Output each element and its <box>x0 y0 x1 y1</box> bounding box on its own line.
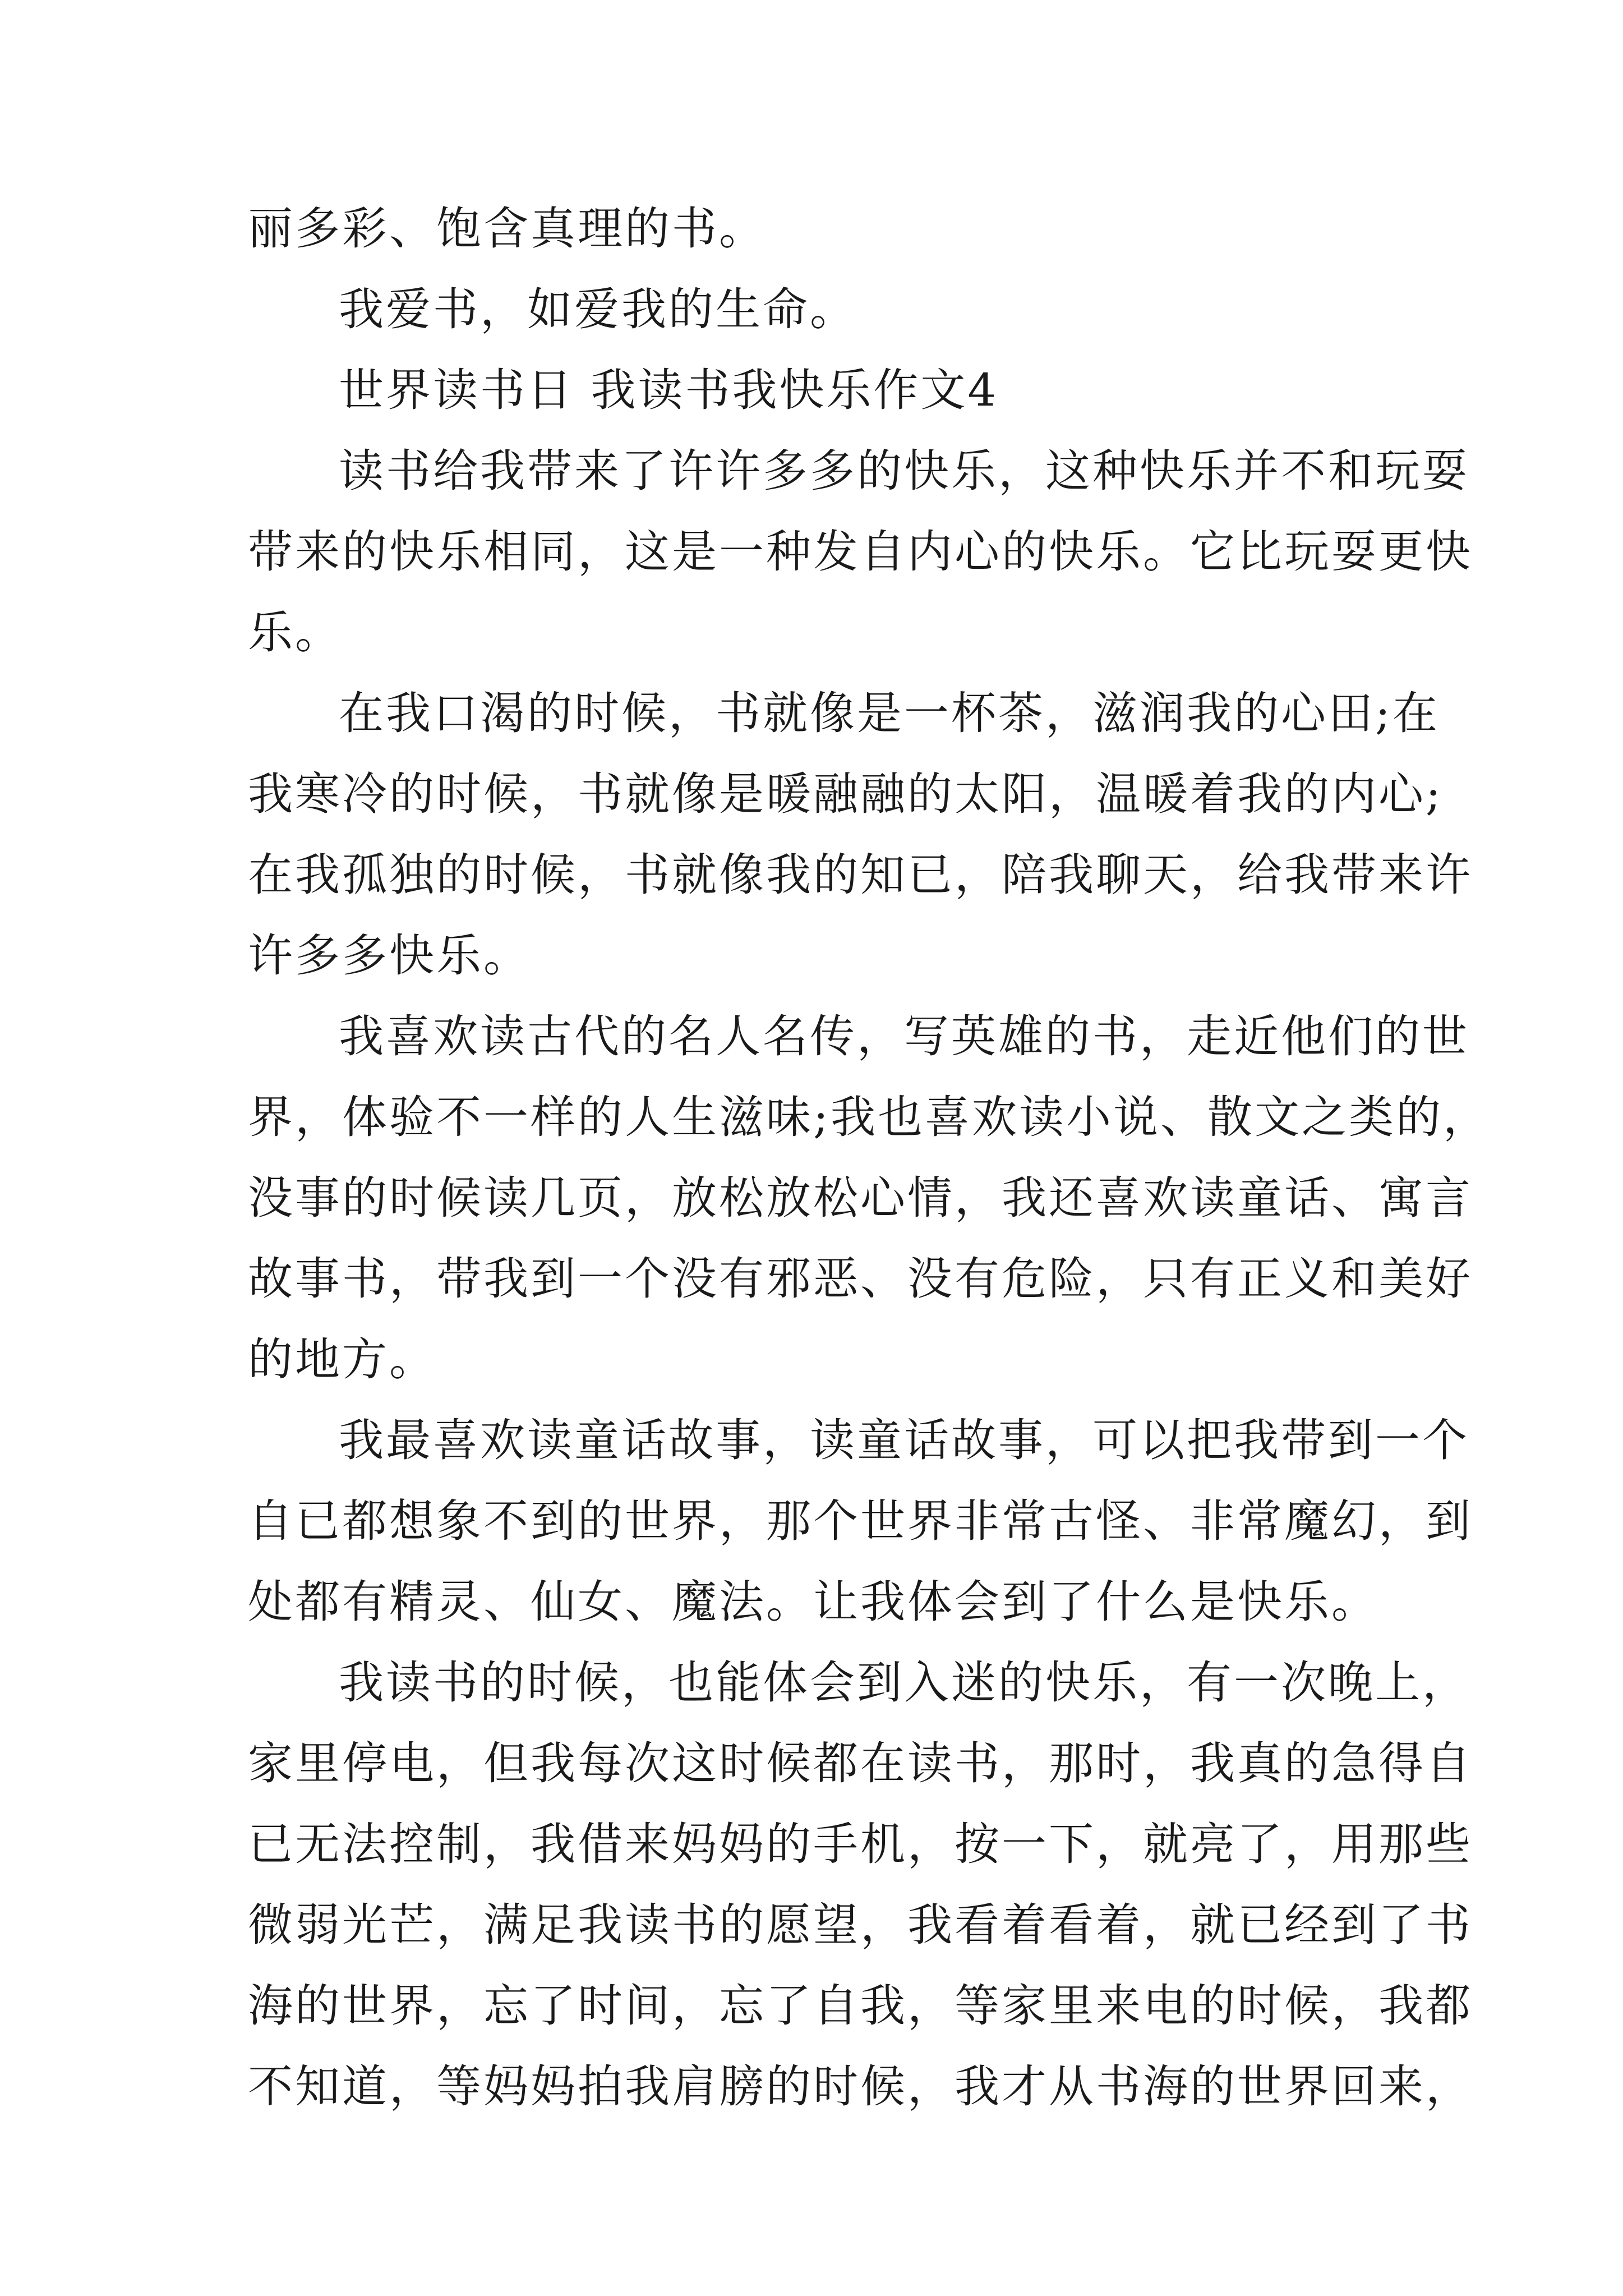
text-line: 没事的时候读几页，放松放松心情，我还喜欢读童话、寓言 <box>248 1172 1473 1224</box>
text-line: 海的世界，忘了时间，忘了自我，等家里来电的时候，我都 <box>248 1980 1473 2032</box>
text-line: 读书给我带来了许许多多的快乐，这种快乐并不和玩耍 <box>339 445 1469 497</box>
text-line: 我最喜欢读童话故事，读童话故事，可以把我带到一个 <box>339 1414 1469 1466</box>
text-line: 不知道，等妈妈拍我肩膀的时候，我才从书海的世界回来， <box>248 2060 1473 2113</box>
body-text <box>248 188 1490 2127</box>
text-line: 在我口渴的时候，书就像是一杯茶，滋润我的心田;在 <box>339 687 1440 739</box>
text-line: 处都有精灵、仙女、魔法。让我体会到了什么是快乐。 <box>248 1576 1378 1628</box>
text-line: 的地方。 <box>248 1333 436 1386</box>
text-line: 许多多快乐。 <box>248 930 531 982</box>
text-line: 我爱书，如爱我的生命。 <box>339 283 857 335</box>
text-line: 已无法控制，我借来妈妈的手机，按一下，就亮了，用那些 <box>248 1818 1473 1870</box>
text-line: 家里停电，但我每次这时候都在读书，那时，我真的急得自 <box>248 1737 1473 1789</box>
text-line: 在我孤独的时候，书就像我的知已，陪我聊天，给我带来许 <box>248 849 1473 901</box>
text-line: 我寒冷的时候，书就像是暖融融的太阳，温暖着我的内心; <box>248 768 1443 820</box>
text-line: 乐。 <box>248 606 342 659</box>
text-line: 我读书的时候，也能体会到入迷的快乐，有一次晚上， <box>339 1657 1469 1709</box>
text-line: 带来的快乐相同，这是一种发自内心的快乐。它比玩耍更快 <box>248 526 1473 578</box>
text-line: 界，体验不一样的人生滋味;我也喜欢读小说、散文之类的， <box>248 1091 1490 1143</box>
text-line: 丽多彩、饱含真理的书。 <box>248 203 766 255</box>
text-line: 故事书，带我到一个没有邪恶、没有危险，只有正义和美好 <box>248 1253 1473 1305</box>
text-line: 自已都想象不到的世界，那个世界非常古怪、非常魔幻，到 <box>248 1495 1473 1547</box>
text-line: 我喜欢读古代的名人名传，写英雄的书，走近他们的世 <box>339 1010 1469 1062</box>
text-line: 微弱光芒，满足我读书的愿望，我看着看着，就已经到了书 <box>248 1899 1473 1951</box>
section-heading: 世界读书日 我读书我快乐作文4 <box>339 364 999 416</box>
